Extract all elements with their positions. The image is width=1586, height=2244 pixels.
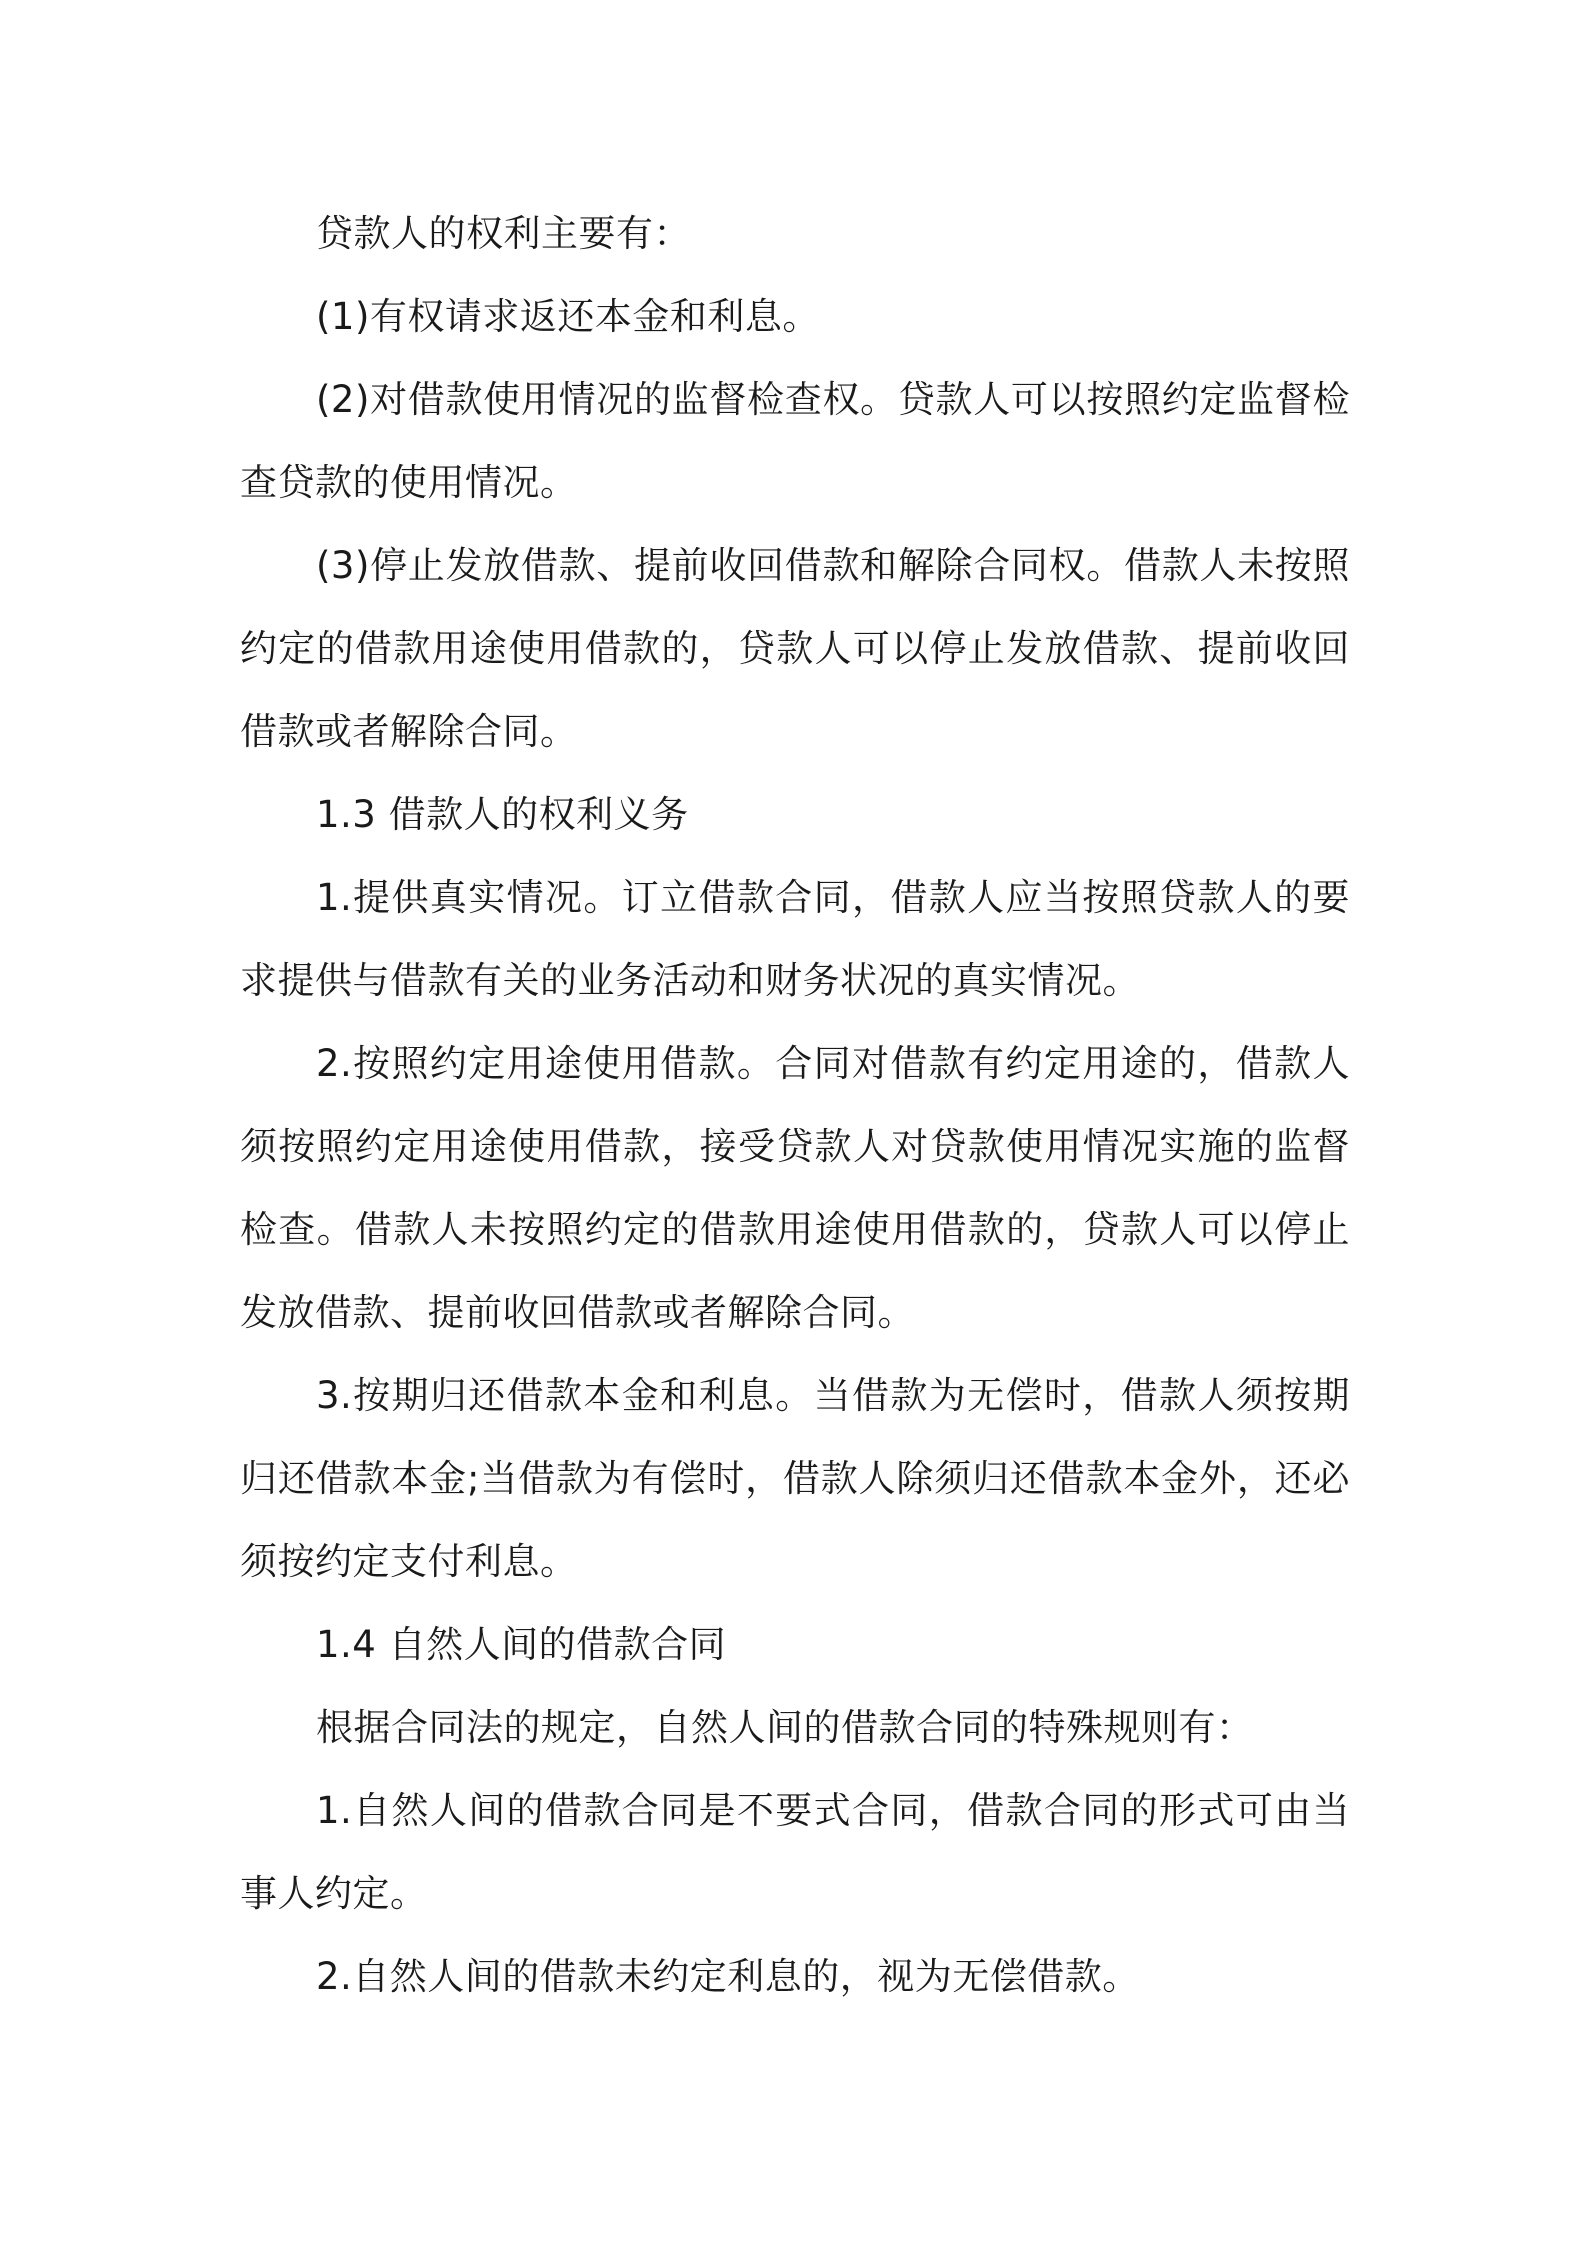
paragraph-lender-right-2: (2)对借款使用情况的监督检查权。贷款人可以按照约定监督检查贷款的使用情况。 <box>240 378 1350 504</box>
section-heading-1-4: 1.4 自然人间的借款合同 <box>316 1623 727 1666</box>
paragraph-natural-person-rule-1: 1.自然人间的借款合同是不要式合同，借款合同的形式可由当事人约定。 <box>240 1789 1350 1915</box>
paragraph-lender-right-1: (1)有权请求返还本金和利息。 <box>316 295 820 338</box>
paragraph-lender-rights-intro: 贷款人的权利主要有： <box>316 212 691 255</box>
paragraph-borrower-duty-3: 3.按期归还借款本金和利息。当借款为无偿时，借款人须按期归还借款本金;当借款为有偿时，借款人除须归还借款本金外，还必须按约定支付利息。 <box>240 1374 1350 1583</box>
document-body <box>240 192 1350 2018</box>
paragraph-natural-person-rule-2: 2.自然人间的借款未约定利息的，视为无偿借款。 <box>316 1955 1140 1998</box>
paragraph-borrower-duty-2: 2.按照约定用途使用借款。合同对借款有约定用途的，借款人须按照约定用途使用借款，接受贷款人对贷款使用情况实施的监督检查。借款人未按照约定的借款用途使用借款的，贷款人可以停止发放借款、提前收回借款或者解除合同。 <box>240 1042 1350 1334</box>
paragraph-lender-right-3: (3)停止发放借款、提前收回借款和解除合同权。借款人未按照约定的借款用途使用借款的，贷款人可以停止发放借款、提前收回借款或者解除合同。 <box>240 544 1350 753</box>
paragraph-borrower-duty-1: 1.提供真实情况。订立借款合同，借款人应当按照贷款人的要求提供与借款有关的业务活动和财务状况的真实情况。 <box>240 876 1350 1002</box>
paragraph-natural-person-intro: 根据合同法的规定，自然人间的借款合同的特殊规则有： <box>316 1706 1254 1749</box>
section-heading-1-3: 1.3 借款人的权利义务 <box>316 793 689 836</box>
